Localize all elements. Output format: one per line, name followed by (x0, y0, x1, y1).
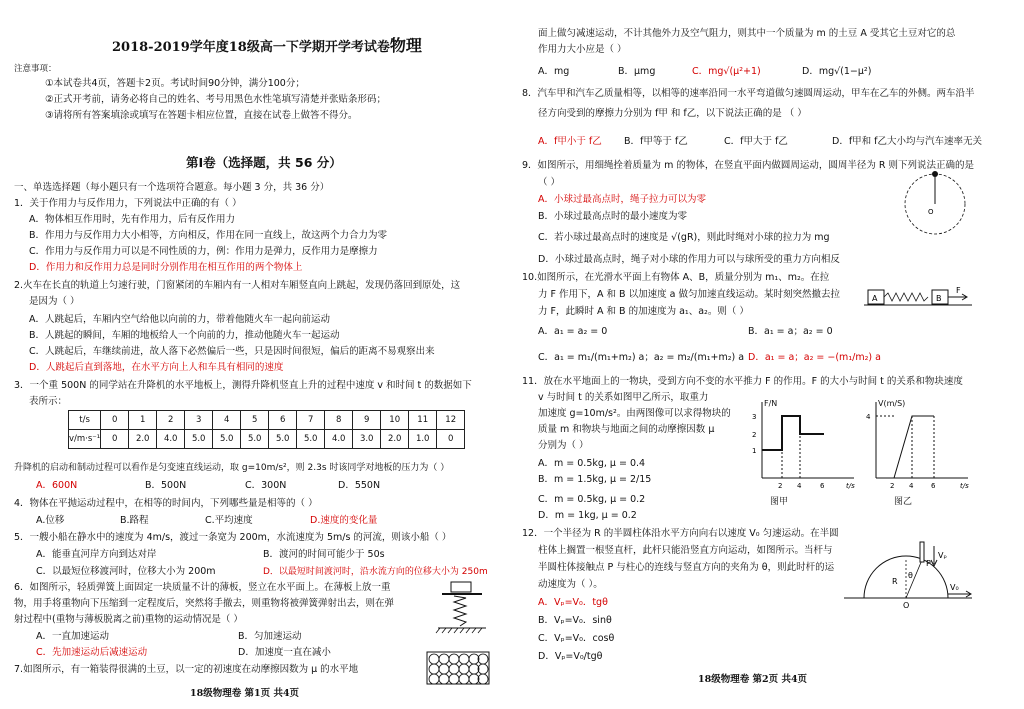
y-tick-2: 2 (752, 431, 757, 439)
table-cell: 5.0 (241, 430, 269, 449)
q3-after: 升降机的启动和制动过程可以看作是匀变速直线运动，取 g=10m/s²，则 2.3s 时该同学对地板的压力为（ ） (14, 463, 450, 473)
q3-row-velocity (69, 430, 465, 449)
table-cell: 3.0 (353, 430, 381, 449)
q5-option-d: D．以最短时间渡河时，沿水流方向的位移大小为 250m (263, 567, 488, 577)
q12-option-d: D．Vₚ=V₀/tgθ (538, 651, 603, 662)
q6-stem-2: 物，用手将重物向下压缩到一定程度后，突然将手撤去，则重物将被弹簧弹射出去，则在弹 (14, 598, 395, 609)
table-cell: 10 (381, 411, 409, 430)
table-cell: 1 (129, 411, 157, 430)
q5-option-b: B．渡河的时间可能少于 50s (263, 549, 385, 560)
p-label: P (926, 559, 931, 568)
table-cell: 4 (213, 411, 241, 430)
q8-option-d: D．f甲和 f乙大小均与汽车速率无关 (832, 136, 983, 147)
table-cell: 11 (409, 411, 437, 430)
velocity-time-graph (864, 398, 974, 498)
guide-lines (876, 416, 934, 478)
q9-option-d: D．小球过最高点时，绳子对小球的作用力可以与球所受的重力方向相反 (538, 254, 840, 265)
table-cell: 0 (437, 430, 465, 449)
y-tick-4: 4 (866, 413, 871, 421)
table-cell: 2 (157, 411, 185, 430)
fig2-ylabel: V(m/S) (878, 399, 906, 408)
blocks-spring-figure (864, 284, 974, 314)
table-cell: 0 (101, 411, 129, 430)
box-outline (427, 652, 489, 684)
q9-stem-2: （ ） (538, 177, 561, 188)
q11-option-b: B．m = 1.5kg, μ = 2/15 (538, 474, 652, 485)
q11-stem-4: 质量 m 和物块与地面之间的动摩擦因数 μ (538, 424, 715, 435)
q12-stem-2: 柱体上搁置一根竖直杆，此杆只能沿竖直方向运动，如图所示。当杆与 (538, 545, 833, 556)
q2-option-d: D．人跳起后直到落地，在水平方向上人和车具有相同的速度 (29, 362, 284, 373)
table-cell: 9 (353, 411, 381, 430)
q8-option-a: A．f甲小于 f乙 (538, 136, 602, 147)
velocity-curve (894, 416, 934, 478)
exam-title-text: 2018-2019学年度18级高一下学期开学考试卷 (112, 40, 390, 55)
force-curve (762, 416, 824, 450)
force-label: F (956, 286, 961, 295)
q4-option-d: D.速度的变化量 (310, 515, 378, 526)
table-cell: 8 (325, 411, 353, 430)
q2-stem-2: 是因为（ ） (29, 296, 80, 307)
q12-stem-4: 动速度为（ ）。 (538, 579, 603, 590)
q7-option-c: C．mg√(μ²+1) (692, 66, 761, 77)
potatoes (429, 654, 488, 684)
q4-option-b: B.路程 (120, 515, 149, 526)
table-cell: 7 (297, 411, 325, 430)
q9-stem-1: 9．如图所示，用细绳拴着质量为 m 的物体，在竖直平面内做圆周运动，圆周半径为 R 则下列说法正确的是 (522, 160, 974, 171)
q3-row-time (69, 411, 465, 430)
center-label: O (928, 208, 934, 216)
ball (932, 171, 938, 177)
q10-option-b: B．a₁ = a；a₂ = 0 (748, 326, 833, 337)
q7-stem: 7.如图所示，有一箱装得很满的土豆，以一定的初速度在动摩擦因数为 μ 的水平地 (14, 664, 359, 675)
q8-stem-1: 8．汽车甲和汽车乙质量相等，以相等的速率沿同一水平弯道做匀速圆周运动，甲车在乙车的外侧。两车沿半 (522, 88, 975, 99)
section1-title: 一、单选选择题（每小题只有一个选项符合题意。每小题 3 分，共 36 分） (14, 182, 330, 193)
q10-stem-3: 力 F，此瞬时 A 和 B 的加速度为 a₁、a₂。则（ ） (538, 306, 749, 317)
q6-option-c: C．先加速运动后减速运动 (36, 647, 148, 658)
q9-option-a: A．小球过最高点时，绳子拉力可以为零 (538, 194, 706, 205)
q3-option-a: A．600N (36, 480, 78, 491)
table-cell: t/s (69, 411, 101, 430)
q10-stem-1: 10.如图所示，在光滑水平面上有物体 A、B，质量分别为 m₁、m₂。在拉 (522, 272, 830, 283)
table-cell: 5.0 (185, 430, 213, 449)
spring (884, 293, 928, 301)
q12-stem-1: 12．一个半径为 R 的半圆柱体沿水平方向向右以速度 V₀ 匀速运动。在半圆 (522, 528, 839, 539)
spring-coil (454, 596, 466, 626)
spring-figure (438, 580, 498, 640)
x-tick-6: 6 (820, 482, 825, 490)
q5-option-a: A．能垂直河岸方向到达对岸 (36, 549, 157, 560)
q10-option-d: D．a₁ = a；a₂ = −(m₁/m₂) a (748, 352, 881, 363)
rod (920, 542, 924, 562)
q10-stem-2: 力 F 作用下，A 和 B 以加速度 a 做匀加速直线运动。某时刻突然撤去拉 (538, 289, 840, 300)
q3-option-c: C．300N (245, 480, 287, 491)
theta-label: θ (908, 571, 913, 580)
q5-option-c: C．以最短位移渡河时，位移大小为 200m (36, 566, 216, 577)
q6-stem-3: 射过程中(重物与薄板脱离之前)重物的运动情况是（ ） (14, 614, 243, 625)
q4-stem: 4．物体在平抛运动过程中，在相等的时间内，下列哪些量是相等的（ ） (14, 498, 318, 509)
q7-cont-1: 面上做匀减速运动，不计其他外力及空气阻力，则其中一个质量为 m 的土豆 A 受其它土豆对它的总 (538, 28, 956, 39)
q11-option-d: D．m = 1kg, μ = 0.2 (538, 510, 637, 521)
q1-option-d: D．作用力和反作用力总是同时分别作用在相互作用的两个物体上 (29, 262, 303, 273)
force-time-graph (750, 398, 860, 498)
guide-lines (782, 434, 800, 478)
q9-option-c: C．若小球过最高点时的速度是 √(gR)，则此时绳对小球的拉力为 mg (538, 232, 830, 243)
half-cylinder-figure (842, 540, 977, 612)
x-axis-label: t/s (960, 482, 969, 490)
table-cell: 5.0 (297, 430, 325, 449)
q7-option-b: B．μmg (618, 66, 656, 77)
q6-option-b: B．匀加速运动 (238, 631, 302, 642)
q11-stem-1: 11．放在水平地面上的一物块，受到方向不变的水平推力 F 的作用。F 的大小与时间 t 的关系和物块速度 (522, 376, 963, 387)
q3-stem-1: 3．一个重 500N 的同学站在升降机的水平地板上，测得升降机竖直上升的过程中速度 v 和时间 t 的数据如下 (14, 380, 472, 391)
circular-motion-figure (900, 168, 970, 238)
block-b-label: B (936, 294, 942, 303)
q1-option-c: C．作用力与反作用力可以是不同性质的力，例：作用力是弹力，反作用力是摩擦力 (29, 246, 378, 257)
q2-stem-1: 2.火车在长直的轨道上匀速行驶，门窗紧闭的车厢内有一人相对车厢竖直向上跳起，发现仍落回到原处，这 (14, 280, 461, 291)
q7-option-d: D．mg√(1−μ²) (802, 66, 872, 77)
table-cell: 5.0 (213, 430, 241, 449)
exam-title (112, 36, 422, 55)
x-tick-4: 4 (797, 482, 802, 490)
table-cell: 12 (437, 411, 465, 430)
q12-option-a: A．Vₚ=V₀．tgθ (538, 597, 608, 608)
table-cell: 5.0 (269, 430, 297, 449)
page-2-footer: 18级物理卷 第2页 共4页 (698, 674, 808, 685)
weight-block (451, 582, 471, 592)
q4-option-a: A.位移 (36, 515, 65, 526)
q11-stem-3: 加速度 g=10m/s²。由两图像可以求得物块的 (538, 408, 731, 419)
x-axis-label: t/s (846, 482, 855, 490)
q12-stem-3: 半圆柱体接触点 P 与柱心的连线与竖直方向的夹角为 θ，则此时杆的运 (538, 562, 835, 573)
q9-option-b: B．小球过最高点时的最小速度为零 (538, 211, 688, 222)
table-cell: 5 (241, 411, 269, 430)
page-1 (0, 0, 505, 709)
q3-data-table (68, 410, 465, 449)
notice-3: ③请将所有答案填涂或填写在答题卡相应位置，直接在试卷上做答不得分。 (45, 110, 358, 121)
q12-option-c: C．Vₚ=V₀．cosθ (538, 633, 615, 644)
table-cell: 1.0 (409, 430, 437, 449)
fig1-label: 图甲 (770, 497, 789, 507)
q1-option-a: A．物体相互作用时，先有作用力，后有反作用力 (29, 214, 235, 225)
q3-option-b: B．500N (145, 480, 187, 491)
q5-stem: 5．一艘小船在静水中的速度为 4m/s，渡过一条宽为 200m，水流速度为 5m/s 的河流，则该小船（ ） (14, 532, 452, 543)
notice-1: ①本试卷共4页，答题卡2页。考试时间90分钟，满分100分； (45, 78, 305, 89)
table-cell: 2.0 (381, 430, 409, 449)
y-tick-1: 1 (752, 447, 757, 455)
v0-label: V₀ (950, 583, 959, 592)
q11-stem-5: 分别为（ ） (538, 440, 589, 451)
page-1-footer: 18级物理卷 第1页 共4页 (190, 688, 300, 699)
table-cell: 2.0 (129, 430, 157, 449)
q12-option-b: B．Vₚ=V₀．sinθ (538, 615, 612, 626)
x-tick-2: 2 (778, 482, 783, 490)
table-cell: 3 (185, 411, 213, 430)
x-tick-6: 6 (931, 482, 936, 490)
table-cell: 0 (101, 430, 129, 449)
potato-box-figure (425, 650, 495, 690)
q7-cont-2: 作用力大小应是（ ） (538, 44, 627, 55)
q7-option-a: A．mg (538, 66, 570, 77)
table-cell: 6 (269, 411, 297, 430)
fig1-ylabel: F/N (764, 399, 778, 408)
q8-option-b: B．f甲等于 f乙 (624, 136, 688, 147)
exam-subject: 物理 (389, 36, 422, 55)
table-cell: v/m·s⁻¹ (69, 430, 101, 449)
q10-option-a: A．a₁ = a₂ = 0 (538, 326, 608, 337)
q6-option-a: A．一直加速运动 (36, 631, 109, 642)
q2-option-c: C．人跳起后，车继续前进，故人落下必然偏后一些，只是因时间很短，偏后的距离不易观察出来 (29, 346, 435, 357)
ground-hatch (436, 628, 482, 633)
q6-option-d: D．加速度一直在减小 (238, 647, 331, 658)
q3-option-d: D．550N (338, 480, 381, 491)
table-cell: 4.0 (157, 430, 185, 449)
page-2 (512, 0, 1024, 709)
q11-stem-2: v 与时间 t 的关系如图甲乙所示，取重力 (538, 392, 709, 403)
table-cell: 4.0 (325, 430, 353, 449)
x-tick-4: 4 (909, 482, 914, 490)
q3-stem-2: 表所示： (29, 396, 68, 407)
q8-stem-2: 径方向受到的摩擦力分别为 f甲 和 f乙，以下说法正确的是 （ ） (538, 108, 807, 119)
q11-option-c: C．m = 0.5kg, μ = 0.2 (538, 494, 646, 505)
block-a-label: A (872, 294, 878, 303)
q1-stem: 1．关于作用力与反作用力，下列说法中正确的有（ ） (14, 198, 242, 209)
x-tick-2: 2 (890, 482, 895, 490)
q2-option-b: B．人跳起的瞬间，车厢的地板给人一个向前的力，推动他随火车一起运动 (29, 330, 340, 341)
o-label: O (903, 601, 910, 610)
r-label: R (892, 577, 898, 586)
q11-option-a: A．m = 0.5kg, μ = 0.4 (538, 458, 646, 469)
q4-option-c: C.平均速度 (205, 515, 253, 526)
fig2-label: 图乙 (894, 497, 913, 507)
y-tick-3: 3 (752, 413, 757, 421)
notice-label: 注意事项： (14, 64, 57, 74)
q8-option-c: C．f甲大于 f乙 (724, 136, 788, 147)
vp-label: Vₚ (938, 551, 947, 560)
q6-stem-1: 6．如图所示，轻质弹簧上面固定一块质量不计的薄板，竖立在水平面上。在薄板上放一重 (14, 582, 391, 593)
part1-title: 第I卷（选择题，共 56 分） (186, 155, 342, 170)
notice-2: ②正式开考前，请务必将自己的姓名、考号用黑色水性笔填写清楚并张贴条形码； (45, 94, 387, 105)
q10-option-c: C．a₁ = m₁/(m₁+m₂) a；a₂ = m₂/(m₁+m₂) a (538, 352, 745, 363)
q2-option-a: A．人跳起后，车厢内空气给他以向前的力，带着他随火车一起向前运动 (29, 314, 330, 325)
q1-option-b: B．作用力与反作用力大小相等，方向相反，作用在同一直线上，故这两个力合力为零 (29, 230, 388, 241)
